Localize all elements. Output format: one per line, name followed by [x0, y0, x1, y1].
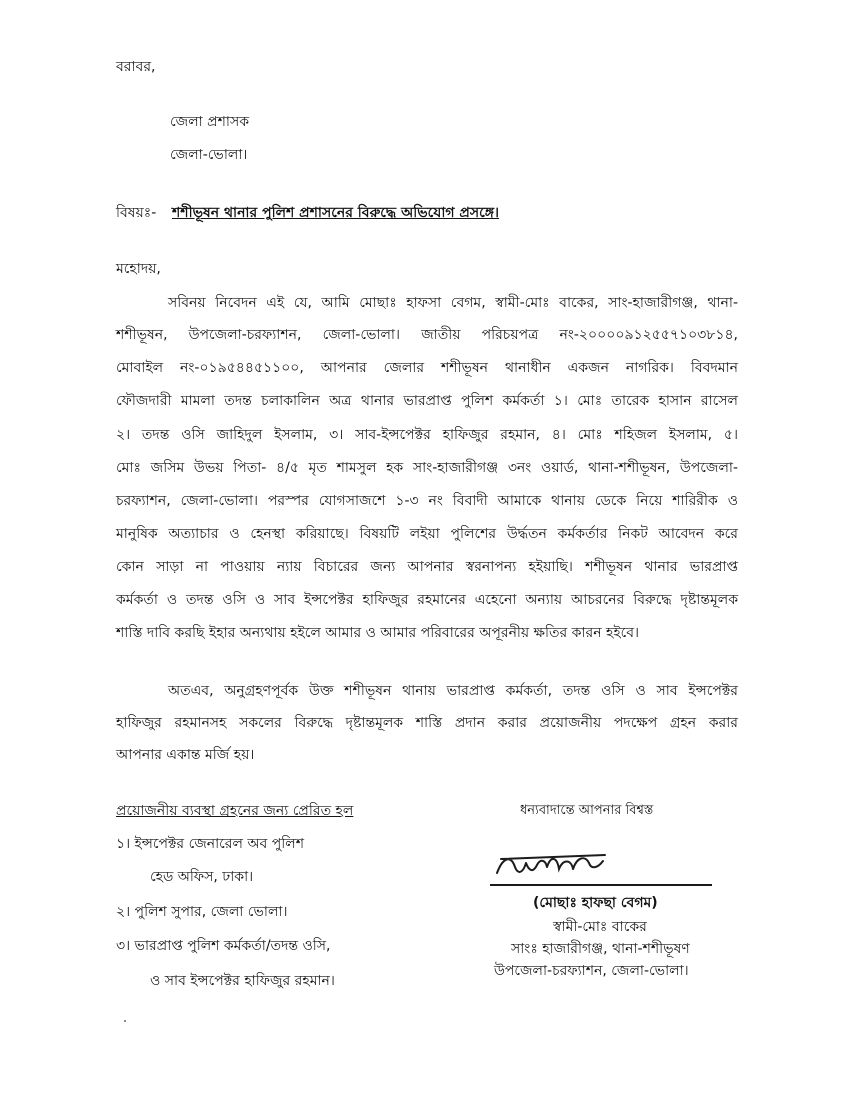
subject-label: বিষয়ঃ- [116, 205, 157, 221]
closing-line: অতএব, অনুগ্রহণপূর্বক উক্ত শশীভূষন থানায় ভারপ্রাপ্ত কর্মকর্তা, তদন্ত ওসি ও সাব ইন্সপেক্টর [168, 683, 738, 699]
signatory-name: (মোছাঃ হাফছা বেগম) [533, 895, 658, 911]
body-line: সবিনয় নিবেদন এই যে, আমি মোছাঃ হাফসা বেগম, স্বামী-মোঃ বাকের, সাং-হাজারীগঞ্জ, থানা- [168, 295, 738, 311]
signature-line [490, 884, 712, 886]
signatory-line: স্বামী-মোঃ বাকের [553, 919, 647, 935]
signature-image [493, 843, 613, 887]
copy-item: ২। পুলিশ সুপার, জেলা ভোলা। [116, 904, 288, 920]
scan-speck [124, 1020, 126, 1022]
signatory-line: সাংঃ হাজারীগঞ্জ, থানা-শশীভূষণ [511, 941, 690, 957]
body-line: মোবাইল নং-০১৯৫৪৪৫১১০০, আপনার জেলার শশীভূষন থানাধীন একজন নাগরিক। বিবদমান [116, 360, 738, 376]
copy-item: ১। ইন্সপেক্টর জেনারেল অব পুলিশ [116, 836, 304, 852]
copy-item: হেড অফিস, ঢাকা। [150, 869, 254, 885]
body-line: শাস্তি দাবি করছি ইহার অন্যথায় হইলে আমার ও আমার পরিবারের অপূরনীয় ক্ষতির কারন হইবে। [116, 625, 640, 641]
body-line: কোন সাড়া না পাওয়ায় ন্যায় বিচারের জন্য আপনার স্বরনাপন্য হইয়াছি। শশীভূষন থানার ভারপ্রাপ্ত [116, 559, 738, 575]
thanks-text: ধন্যবাদান্তে আপনার বিশ্বস্ত [520, 803, 654, 818]
copy-item: ও সাব ইন্সপেক্টর হাফিজুর রহমান। [150, 973, 335, 989]
body-line: মোঃ জসিম উভয় পিতা- ৪/৫ মৃত শামসুল হক সাং-হাজারীগঞ্জ ৩নং ওয়ার্ড, থানা-শশীভূষন, উপজেলা- [116, 460, 738, 476]
body-line: মানুষিক অত্যাচার ও হেনস্থা করিয়াছে। বিষয়টি লইয়া পুলিশের উর্দ্ধতন কর্মকর্তার নিকট আবেদন করে [116, 526, 738, 542]
closing-line: আপনার একান্ত মর্জি হয়। [116, 747, 255, 763]
recipient-title: জেলা প্রশাসক [170, 114, 249, 130]
body-line: চরফ্যাশন, জেলা-ভোলা। পরস্পর যোগসাজশে ১-৩ নং বিবাদী আমাকে থানায় ডেকে নিয়ে শারিরীক ও [116, 493, 738, 509]
closing-line: হাফিজুর রহমানসহ সকলের বিরুদ্ধে দৃষ্টান্তমূলক শাস্তি প্রদান করার প্রয়োজনীয় পদক্ষেপ গ্রহন করার [116, 715, 738, 731]
signatory-line: উপজেলা-চরফ্যাশন, জেলা-ভোলা। [494, 963, 689, 979]
body-line: ২। তদন্ত ওসি জাহিদুল ইসলাম, ৩। সাব-ইন্সপেক্টর হাফিজুর রহমান, ৪। মোঃ শহিজল ইসলাম, ৫। [116, 427, 738, 443]
copy-heading: প্রয়োজনীয় ব্যবস্থা গ্রহনের জন্য প্রেরিত হল [116, 803, 354, 819]
recipient-district: জেলা-ভোলা। [170, 147, 248, 163]
salutation: মহোদয়, [116, 261, 161, 277]
to-label: বরাবর, [116, 59, 156, 75]
body-line: কর্মকর্তা ও তদন্ত ওসি ও সাব ইন্সপেক্টর হাফিজুর রহমানের এহেনো অন্যায় আচরনের বিরুদ্ধে দৃষ্টান্তমূলক [116, 592, 738, 608]
copy-item: ৩। ভারপ্রাপ্ত পুলিশ কর্মকর্তা/তদন্ত ওসি, [116, 938, 331, 954]
body-line: ফৌজদারী মামলা তদন্ত চলাকালিন অত্র থানার ভারপ্রাপ্ত পুলিশ কর্মকর্তা ১। মোঃ তারেক হাসান রাসেল [116, 393, 738, 409]
subject-text: শশীভূষন থানার পুলিশ প্রশাসনের বিরুদ্ধে অভিযোগ প্রসঙ্গে। [172, 205, 500, 221]
body-line: শশীভূষন, উপজেলা-চরফ্যাশন, জেলা-ভোলা। জাতীয় পরিচয়পত্র নং-২০০০০৯১২৫৫৭১০৩৮১৪, [116, 327, 738, 343]
